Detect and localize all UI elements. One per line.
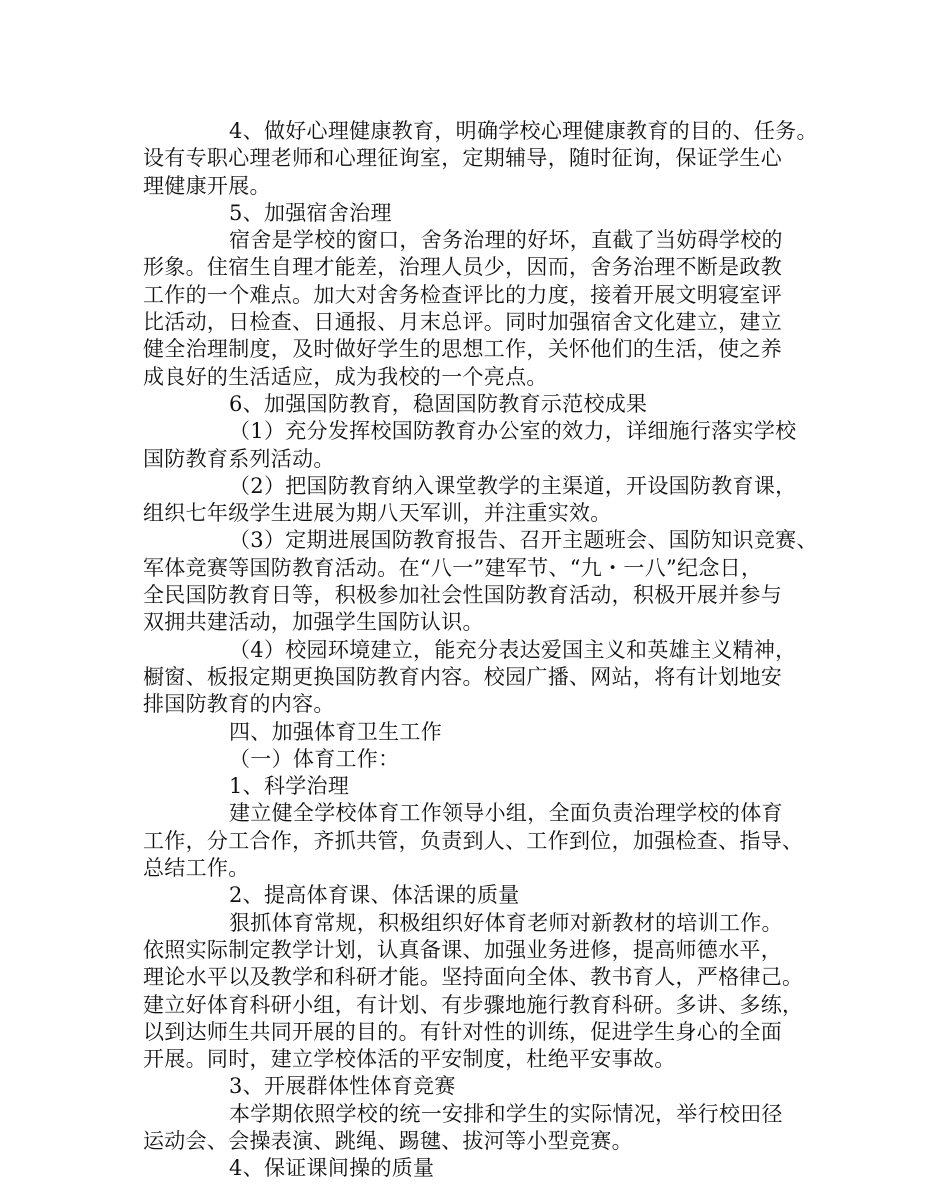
text-line: 组织七年级学生进展为期八天军训，并注重实效。: [143, 501, 612, 526]
text-line: （4）校园环境建立，能充分表达爱国主义和英雄主义精神，: [229, 637, 797, 662]
text-line: 运动会、会操表演、跳绳、踢毽、拔河等小型竞赛。: [143, 1128, 633, 1153]
text-line: 依照实际制定教学计划，认真备课、加强业务进修，提高师德水平，: [143, 937, 782, 962]
text-line: （2）把国防教育纳入课堂教学的主渠道，开设国防教育课，: [229, 473, 797, 498]
text-line: 1、科学治理: [229, 774, 350, 799]
text-line: 6、加强国防教育，稳固国防教育示范校成果: [229, 391, 648, 416]
text-line: 形象。住宿生自理才能差，治理人员少，因而，舍务治理不断是政教: [143, 255, 782, 280]
text-line: 总结工作。: [143, 856, 250, 881]
text-line: 理健康开展。: [143, 173, 271, 198]
text-line: 建立健全学校体育工作领导小组，全面负责治理学校的体育: [229, 801, 783, 826]
text-line: 军体竞赛等国防教育活动。在“八一”建军节、“九・一八”纪念日，: [143, 555, 763, 580]
text-line: 以到达师生共同开展的目的。有针对性的训练，促进学生身心的全面: [143, 1019, 782, 1044]
text-line: 建立好体育科研小组，有计划、有步骤地施行教育科研。多讲、多练，: [143, 992, 804, 1017]
text-line: 开展。同时，建立学校体活的平安制度，杜绝平安事故。: [143, 1047, 676, 1072]
text-line: 4、做好心理健康教育，明确学校心理健康教育的目的、任务。: [229, 119, 818, 143]
text-line: 比活动，日检查、日通报、月末总评。同时加强宿舍文化建立，建立: [143, 310, 782, 335]
text-line: 排国防教育的内容。: [143, 692, 335, 717]
text-line: 4、保证课间操的质量: [229, 1156, 435, 1181]
text-line: 理论水平以及教学和科研才能。坚持面向全体、教书育人，严格律己。: [143, 965, 804, 990]
text-line: 5、加强宿舍治理: [229, 200, 392, 225]
text-line: 工作的一个难点。加大对舍务检查评比的力度，接着开展文明寝室评: [143, 282, 782, 307]
text-line: 3、开展群体性体育竞赛: [229, 1074, 456, 1099]
text-line: 橱窗、板报定期更换国防教育内容。校园广播、网站，将有计划地安: [143, 664, 782, 689]
text-line: 宿舍是学校的窗口，舍务治理的好坏，直截了当妨碍学校的: [229, 228, 783, 253]
text-line: 狠抓体育常规，积极组织好体育老师对新教材的培训工作。: [229, 910, 783, 935]
text-line: 成良好的生活适应，成为我校的一个亮点。: [143, 364, 548, 389]
text-line: 健全治理制度，及时做好学生的思想工作，关怀他们的生活，使之养: [143, 337, 782, 362]
text-line: 工作，分工合作，齐抓共管，负责到人、工作到位，加强检查、指导、: [143, 828, 804, 853]
text-line: 双拥共建活动，加强学生国防认识。: [143, 610, 484, 635]
text-line: 全民国防教育日等，积极参加社会性国防教育活动，积极开展并参与: [143, 583, 782, 608]
text-line: （一）体育工作：: [229, 746, 400, 771]
text-line: 四、加强体育卫生工作: [229, 719, 442, 744]
text-line: 本学期依照学校的统一安排和学生的实际情况，举行校田径: [229, 1101, 783, 1126]
document-body: [143, 118, 818, 1183]
text-line: 2、提高体育课、体活课的质量: [229, 883, 520, 908]
text-line: 国防教育系列活动。: [143, 446, 335, 471]
text-line: 设有专职心理老师和心理征询室，定期辅导，随时征询，保证学生心: [143, 146, 782, 171]
text-line: （1）充分发挥校国防教育办公室的效力，详细施行落实学校: [229, 419, 797, 444]
text-line: （3）定期进展国防教育报告、召开主题班会、国防知识竞赛、: [229, 528, 818, 553]
